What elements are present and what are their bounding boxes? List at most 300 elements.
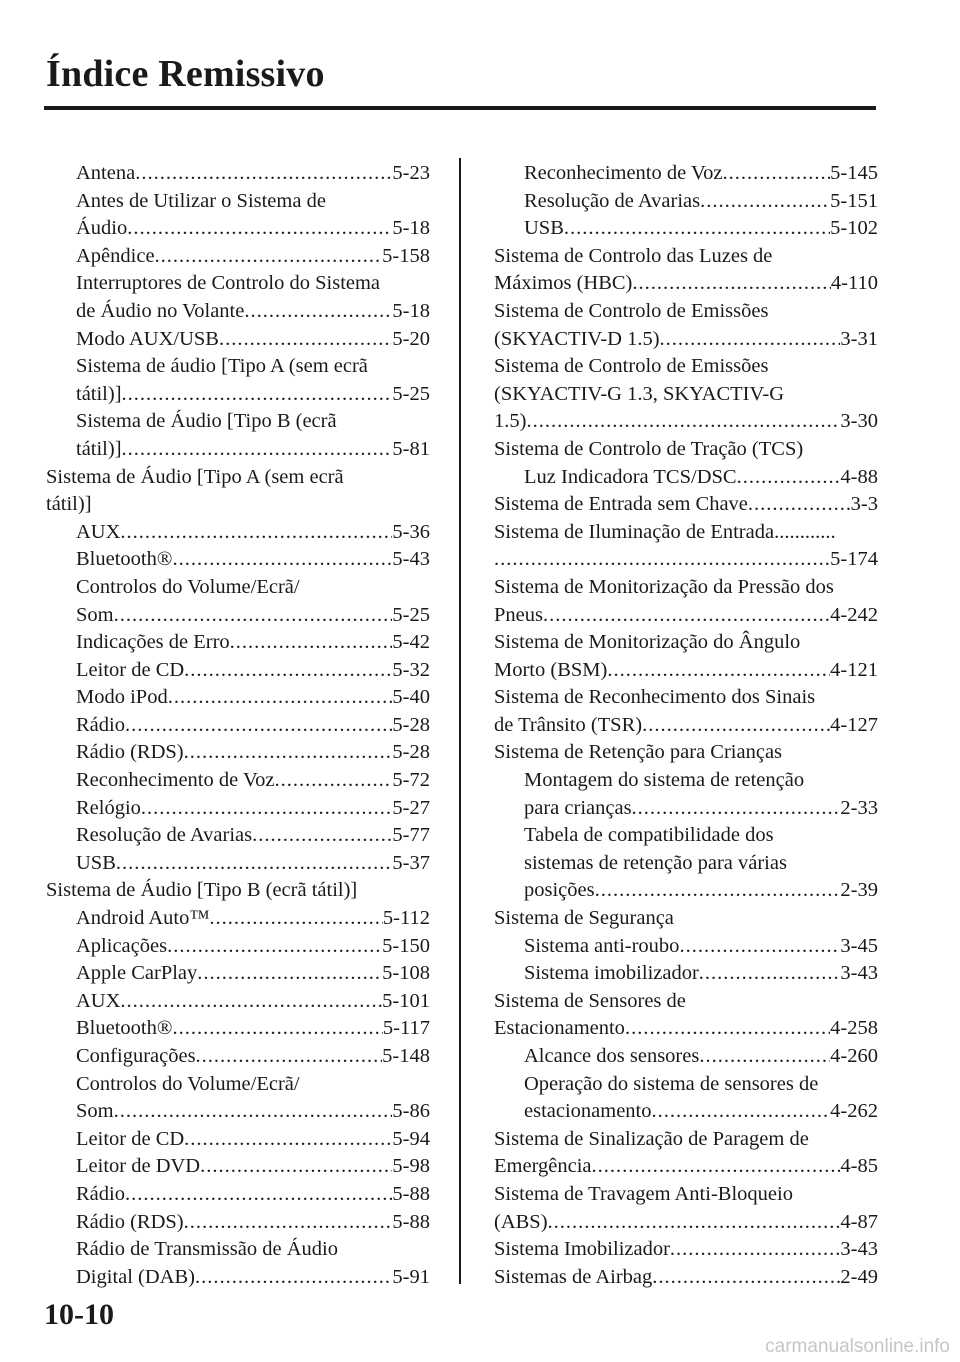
index-entry-text: Som	[76, 603, 114, 626]
index-page-ref: 5-25	[392, 603, 430, 626]
page-number: 10-10	[44, 1298, 114, 1331]
index-entry	[494, 822, 878, 905]
index-entry-text: Máximos (HBC)	[494, 272, 633, 295]
index-page-ref: 5-37	[392, 851, 430, 874]
index-page-ref: 4-242	[830, 603, 878, 626]
index-page-ref: 5-32	[392, 658, 430, 681]
index-entry-line	[494, 270, 878, 298]
index-entry	[494, 1071, 878, 1126]
index-entry-text: Rádio (RDS)	[76, 1210, 184, 1233]
dot-leader	[632, 270, 831, 298]
index-entry-line	[76, 629, 430, 657]
index-entry-line	[76, 1264, 430, 1292]
index-entry-line	[494, 1264, 878, 1292]
index-page-ref: 5-150	[382, 934, 430, 957]
index-entry	[46, 657, 430, 685]
dot-leader	[125, 1181, 392, 1209]
index-entry	[46, 960, 430, 988]
dot-leader	[116, 850, 393, 878]
index-entry-text: Rádio (RDS)	[76, 741, 184, 764]
index-entry-text: AUX	[76, 989, 121, 1012]
index-entry	[46, 877, 430, 905]
index-entry-text: Apêndice	[76, 244, 155, 267]
index-entry-line	[76, 850, 430, 878]
index-entry-text: (SKYACTIV-D 1.5)	[494, 327, 660, 350]
dot-leader	[135, 160, 392, 188]
index-entry-text: Rádio	[76, 1182, 125, 1205]
index-page-ref: 4-121	[830, 658, 878, 681]
dot-leader	[670, 1236, 841, 1264]
index-entry-text: Sistema imobilizador	[524, 962, 699, 985]
index-entry-line	[524, 877, 878, 905]
dot-leader	[114, 602, 393, 630]
dot-leader	[632, 795, 841, 823]
index-page-ref: 4-88	[840, 465, 878, 488]
dot-leader	[592, 1153, 841, 1181]
index-entry-text: Rádio	[76, 713, 125, 736]
index-entry	[494, 988, 878, 1043]
dot-leader	[526, 408, 840, 436]
index-entry-text: Sistema de Reconhecimento dos Sinais	[494, 686, 816, 709]
index-page-ref: 5-18	[392, 217, 430, 240]
index-page-ref: 5-108	[382, 962, 430, 985]
index-entry	[46, 712, 430, 740]
index-entry-text: Sistema de Segurança	[494, 907, 674, 930]
index-entry	[46, 519, 430, 547]
index-entry-text: Sistema de Áudio [Tipo A (sem ecrã	[46, 465, 344, 488]
index-entry-line	[76, 657, 430, 685]
index-entry	[494, 188, 878, 216]
index-entry	[46, 988, 430, 1016]
index-entry-line	[524, 464, 878, 492]
index-page-ref: 3-3	[850, 493, 878, 516]
index-entry-line	[494, 546, 878, 574]
index-page-ref: 3-45	[840, 934, 878, 957]
index-page-ref: 5-86	[392, 1100, 430, 1123]
index-entry-text: estacionamento	[524, 1100, 652, 1123]
index-entry-line	[524, 1043, 878, 1071]
index-page-ref: 5-112	[382, 907, 430, 930]
index-page-ref: 5-101	[382, 989, 430, 1012]
index-entry	[46, 1015, 430, 1043]
index-entry-text: Sistema de Controlo de Emissões	[494, 299, 769, 322]
index-page-ref: 5-98	[392, 1155, 430, 1178]
index-page-ref: 4-110	[830, 272, 878, 295]
index-entry	[494, 243, 878, 298]
index-entry	[494, 1126, 878, 1181]
index-entry-text: de Áudio no Volante	[76, 299, 245, 322]
dot-leader	[723, 160, 831, 188]
index-entry-text: Antena	[76, 162, 136, 184]
page-title: Índice Remissivo	[46, 53, 325, 95]
index-entry-line	[76, 684, 430, 712]
index-entry	[46, 933, 430, 961]
index-entry	[46, 464, 430, 519]
index-entry-line	[76, 215, 430, 243]
index-entry-text: Sistema de Controlo de Emissões	[494, 355, 769, 378]
index-entry-line	[524, 188, 878, 216]
dot-leader	[642, 712, 830, 740]
index-page-ref: 3-43	[840, 962, 878, 985]
index-entry-line	[524, 215, 878, 243]
index-page-ref: 5-27	[392, 796, 430, 819]
index-entry-text: tátil)]	[76, 437, 122, 460]
index-entry-text: Digital (DAB)	[76, 1265, 195, 1288]
title-rule	[44, 106, 876, 110]
index-entry	[494, 353, 878, 436]
dot-leader	[748, 491, 851, 519]
index-entry-text: Sistemas de Airbag	[494, 1265, 653, 1288]
dot-leader	[125, 712, 392, 740]
index-entry-text: Resolução de Avarias	[524, 189, 701, 212]
index-entry-text: Leitor de CD	[76, 658, 185, 681]
index-entry-text: AUX	[76, 520, 121, 543]
index-entry-text: sistemas de retenção para várias	[524, 851, 787, 874]
index-entry	[494, 436, 878, 464]
dot-leader	[607, 657, 830, 685]
index-entry-text: Sistema anti-roubo	[524, 934, 680, 957]
index-column-right	[494, 160, 878, 1291]
index-page-ref: 5-91	[392, 1265, 430, 1288]
index-entry-line	[76, 1209, 430, 1237]
dot-leader	[652, 1264, 840, 1292]
index-page-ref: 2-33	[840, 796, 878, 819]
dot-leader	[548, 1209, 841, 1237]
dot-leader	[699, 1043, 830, 1071]
dot-leader	[625, 1015, 830, 1043]
index-entry-text: USB	[76, 851, 116, 874]
index-entry	[46, 408, 430, 463]
index-entry	[46, 684, 430, 712]
index-entry-line	[494, 1153, 878, 1181]
index-entry-text: Montagem do sistema de retenção	[524, 769, 805, 792]
dot-leader	[195, 1264, 392, 1292]
index-entry-text: Sistema de Sensores de	[494, 989, 686, 1012]
index-page-ref: 5-25	[392, 382, 430, 405]
index-entry	[494, 684, 878, 739]
index-entry-text: Sistema de Travagem Anti-Bloqueio	[494, 1182, 793, 1205]
index-page-ref: 5-88	[392, 1210, 430, 1233]
index-entry	[494, 629, 878, 684]
index-entry-line	[76, 712, 430, 740]
index-entry-text: Sistema de Iluminação de Entrada............	[494, 520, 836, 543]
dot-leader	[200, 1153, 392, 1181]
index-page-ref: 5-23	[392, 162, 430, 184]
index-entry-line	[494, 1015, 878, 1043]
index-column-left	[46, 160, 430, 1291]
index-entry	[494, 574, 878, 629]
index-page-ref: 5-117	[382, 1017, 430, 1040]
index-page-ref: 3-43	[840, 1238, 878, 1261]
dot-leader	[184, 657, 392, 685]
index-entry-line	[76, 795, 430, 823]
index-entry-text: Relógio	[76, 796, 141, 819]
index-page-ref: 5-77	[392, 824, 430, 847]
index-entry	[46, 850, 430, 878]
index-entry-line	[494, 1209, 878, 1237]
index-entry-text: para crianças	[524, 796, 632, 819]
index-page-ref: 5-81	[392, 437, 430, 460]
index-entry	[46, 270, 430, 325]
index-entry-text: Bluetooth®	[76, 548, 173, 571]
index-entry	[494, 739, 878, 767]
index-entry	[46, 1153, 430, 1181]
index-entry	[46, 1071, 430, 1126]
index-entry-line	[494, 1236, 878, 1264]
index-entry-line	[76, 1153, 430, 1181]
index-entry-line	[76, 767, 430, 795]
index-entry-text: Operação do sistema de sensores de	[524, 1072, 819, 1095]
index-entry-text: Luz Indicadora TCS/DSC	[524, 465, 737, 488]
dot-leader	[184, 1209, 393, 1237]
index-entry-text: Modo iPod	[76, 686, 168, 709]
dot-leader	[127, 215, 392, 243]
index-entry	[494, 767, 878, 822]
index-entry-line	[76, 960, 430, 988]
index-page-ref: 2-49	[840, 1265, 878, 1288]
index-entry-text: Sistema Imobilizador	[494, 1238, 670, 1261]
index-entry	[494, 215, 878, 243]
index-entry-text: USB	[524, 217, 564, 240]
index-entry-text: Sistema de Sinalização de Paragem de	[494, 1127, 809, 1150]
index-entry	[494, 1043, 878, 1071]
index-entry-text: Antes de Utilizar o Sistema de	[76, 189, 326, 212]
dot-leader	[252, 822, 392, 850]
index-entry-text: Sistema de áudio [Tipo A (sem ecrã	[76, 355, 368, 378]
index-page-ref: 3-30	[840, 410, 878, 433]
dot-leader	[184, 739, 393, 767]
index-entry-text: Reconhecimento de Voz	[524, 162, 723, 184]
index-entry-line	[76, 988, 430, 1016]
dot-leader	[230, 629, 393, 657]
index-entry-line	[494, 408, 878, 436]
index-page-ref: 5-174	[830, 548, 878, 571]
index-entry-text: Emergência	[494, 1155, 592, 1178]
index-entry-text: Configurações	[76, 1045, 196, 1067]
index-page-ref: 4-258	[830, 1017, 878, 1040]
index-page-ref: 5-40	[392, 686, 430, 709]
index-page-ref: 5-28	[392, 713, 430, 736]
dot-leader	[122, 436, 393, 464]
index-entry-text: Tabela de compatibilidade dos	[524, 824, 774, 847]
index-entry-text: Sistema de Monitorização do Ângulo	[494, 631, 801, 654]
index-entry-line	[524, 795, 878, 823]
index-entry-text: Reconhecimento de Voz	[76, 769, 275, 792]
dot-leader	[652, 1098, 831, 1126]
index-entry	[46, 1043, 430, 1071]
index-entry-line	[76, 381, 430, 409]
index-entry-text: Sistema de Controlo das Luzes de	[494, 244, 773, 267]
index-entry-text: Modo AUX/USB	[76, 327, 219, 350]
dot-leader	[209, 905, 383, 933]
index-entry	[46, 629, 430, 657]
dot-leader	[114, 1098, 393, 1126]
index-entry-text: Sistema de Controlo de Tração (TCS)	[494, 437, 804, 460]
index-entry	[46, 739, 430, 767]
index-entry-line	[76, 546, 430, 574]
index-entry-line	[76, 1043, 430, 1071]
dot-leader	[679, 933, 840, 961]
index-entry-line	[76, 1098, 430, 1126]
dot-leader	[167, 933, 382, 961]
index-page-ref: 5-158	[382, 244, 430, 267]
index-entry-text: Sistema de Monitorização da Pressão dos	[494, 575, 834, 598]
dot-leader	[172, 546, 392, 574]
dot-leader	[219, 326, 392, 354]
dot-leader	[168, 684, 393, 712]
dot-leader	[660, 326, 841, 354]
dot-leader	[494, 546, 830, 574]
index-entry	[46, 1126, 430, 1154]
index-entry-line	[524, 160, 878, 188]
index-entry	[46, 546, 430, 574]
index-entry-text: tátil)]	[46, 493, 92, 516]
index-entry-text: Morto (BSM)	[494, 658, 608, 681]
dot-leader	[141, 795, 393, 823]
index-entry-text: Android Auto™	[76, 907, 210, 930]
index-entry-line	[494, 657, 878, 685]
dot-leader	[122, 381, 393, 409]
index-entry-text: Sistema de Áudio [Tipo B (ecrã tátil)]	[46, 879, 358, 902]
index-entry-line	[76, 933, 430, 961]
index-entry-text: Alcance dos sensores	[524, 1045, 700, 1067]
index-entry	[46, 326, 430, 354]
index-entry-line	[494, 712, 878, 740]
index-entry	[46, 822, 430, 850]
dot-leader	[197, 960, 382, 988]
index-page-ref: 5-18	[392, 299, 430, 322]
index-page-ref: 4-262	[830, 1100, 878, 1123]
index-entry-text: Leitor de CD	[76, 1127, 185, 1150]
index-entry-line	[76, 602, 430, 630]
index-page-ref: 5-148	[382, 1045, 430, 1067]
index-entry	[46, 795, 430, 823]
column-divider	[459, 158, 461, 1284]
index-entry-text: 1.5)	[494, 410, 527, 433]
index-entry	[494, 519, 878, 574]
index-entry-line	[524, 960, 878, 988]
index-entry	[46, 767, 430, 795]
index-entry-text: Indicações de Erro	[76, 631, 230, 654]
index-page-ref: 5-20	[392, 327, 430, 350]
index-page-ref: 3-31	[840, 327, 878, 350]
index-entry	[46, 1181, 430, 1209]
index-entry-text: Sistema de Retenção para Crianças	[494, 741, 783, 764]
index-entry	[494, 1264, 878, 1292]
index-entry-text: Estacionamento	[494, 1017, 625, 1040]
index-entry-line	[76, 298, 430, 326]
index-page-ref: 5-151	[830, 189, 878, 212]
index-page-ref: 5-94	[392, 1127, 430, 1150]
index-entry-text: Bluetooth®	[76, 1017, 173, 1040]
index-entry-text: Leitor de DVD	[76, 1155, 201, 1178]
index-entry	[46, 574, 430, 629]
index-entry-line	[76, 1015, 430, 1043]
index-entry-line	[524, 1098, 878, 1126]
index-entry-text: Interruptores de Controlo do Sistema	[76, 272, 381, 295]
index-entry-line	[76, 1181, 430, 1209]
index-entry-text: Apple CarPlay	[76, 962, 198, 985]
dot-leader	[184, 1126, 392, 1154]
index-entry-line	[76, 326, 430, 354]
index-entry-line	[76, 739, 430, 767]
index-entry	[494, 933, 878, 961]
index-entry-line	[494, 491, 878, 519]
index-entry-text: posições	[524, 879, 595, 902]
index-entry-line	[76, 243, 430, 271]
index-entry-text: (SKYACTIV-G 1.3, SKYACTIV-G	[494, 382, 785, 405]
index-entry-text: Controlos do Volume/Ecrã/	[76, 1072, 300, 1095]
dot-leader	[120, 519, 392, 547]
dot-leader	[564, 215, 830, 243]
index-entry-text: Controlos do Volume/Ecrã/	[76, 575, 300, 598]
index-page-ref: 4-87	[840, 1210, 878, 1233]
dot-leader	[155, 243, 383, 271]
index-entry-text: Resolução de Avarias	[76, 824, 253, 847]
index-entry-line	[76, 905, 430, 933]
dot-leader	[244, 298, 392, 326]
index-entry-line	[76, 160, 430, 188]
index-page-ref: 5-28	[392, 741, 430, 764]
watermark: carmanualsonline.info	[765, 1336, 950, 1357]
index-page-ref: 5-43	[392, 548, 430, 571]
index-entry-text: Sistema de Entrada sem Chave	[494, 493, 748, 516]
index-page-ref: 5-42	[392, 631, 430, 654]
dot-leader	[700, 188, 830, 216]
index-entry	[46, 905, 430, 933]
index-entry	[494, 464, 878, 492]
index-page-ref: 4-260	[830, 1045, 878, 1067]
index-entry-text: Rádio de Transmissão de Áudio	[76, 1238, 338, 1261]
index-entry-text: (ABS)	[494, 1210, 548, 1233]
index-entry	[494, 1181, 878, 1236]
index-page-ref: 4-85	[840, 1155, 878, 1178]
index-entry-text: Sistema de Áudio [Tipo B (ecrã	[76, 410, 337, 433]
index-page-ref: 4-127	[830, 713, 878, 736]
index-entry-text: tátil)]	[76, 382, 122, 405]
dot-leader	[196, 1043, 383, 1071]
index-entry-line	[76, 519, 430, 547]
dot-leader	[543, 602, 830, 630]
index-entry-line	[76, 822, 430, 850]
dot-leader	[275, 767, 393, 795]
index-entry-line	[494, 602, 878, 630]
dot-leader	[699, 960, 841, 988]
index-entry	[46, 243, 430, 271]
index-entry	[494, 298, 878, 353]
index-entry	[46, 1236, 430, 1291]
index-page-ref: 2-39	[840, 879, 878, 902]
index-entry	[46, 353, 430, 408]
index-entry-text: Pneus	[494, 603, 543, 626]
dot-leader	[120, 988, 382, 1016]
index-entry	[494, 491, 878, 519]
dot-leader	[172, 1015, 382, 1043]
index-entry	[494, 960, 878, 988]
dot-leader	[737, 464, 841, 492]
index-page-ref: 5-88	[392, 1182, 430, 1205]
index-entry	[46, 188, 430, 243]
index-entry-line	[76, 436, 430, 464]
index-entry-line	[524, 933, 878, 961]
index-entry	[494, 1236, 878, 1264]
index-page-ref: 5-36	[392, 520, 430, 543]
index-page-ref: 5-72	[392, 769, 430, 792]
index-page-ref: 5-102	[830, 217, 878, 240]
index-entry-line	[76, 1126, 430, 1154]
index-entry-text: Aplicações	[76, 934, 168, 957]
index-entry-text: de Trânsito (TSR)	[494, 713, 643, 736]
